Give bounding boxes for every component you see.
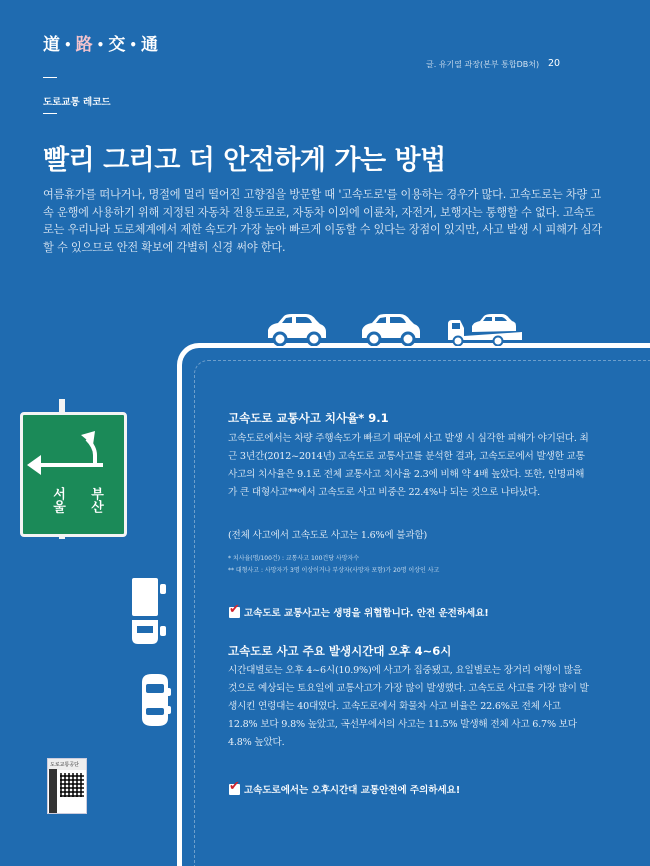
- truck-icon: [128, 576, 168, 646]
- sign-destination-right: 부산: [88, 487, 103, 513]
- car-icon: [262, 312, 328, 346]
- article-intro: 여름휴가를 떠나거나, 명절에 멀리 떨어진 고향집을 방문할 때 '고속도로'를 이용하는 경우가 많다. 고속도로는 차량 고속 운행에 사용하기 위해 지정된 자동차 전용도로로, 자동차 이외에 이륜차, 자전거, 보행자는 통행할 수 없다. 고속도로는 우리나라 도로체계에서 제한 속도가 가장 높아 빠르게 이동할 수 있다는 장점이 있지만, 사고 발생 시 피해가 심각할 수 있으므로 안전 확보에 각별히 신경 써야 한다.: [43, 188, 602, 254]
- block1-heading: 고속도로 교통사고 치사율* 9.1: [228, 411, 389, 425]
- block2-heading: 고속도로 사고 주요 발생시간대 오후 4~6시: [228, 644, 452, 658]
- footnote-2: ** 대형사고 : 사망자가 3명 이상이거나 부상자(사망자 포함)가 20명 이상인 사고: [228, 567, 440, 574]
- section-label: 도로교통 레코드: [43, 97, 111, 108]
- badge-sidebar: [49, 769, 57, 813]
- road-sign: [20, 412, 127, 537]
- block1-checkpoint: [229, 605, 489, 619]
- block1-body-note: (전체 사고에서 고속도로 사고는 1.6%에 불과함): [228, 530, 428, 541]
- block2-checkpoint-text: 고속도로에서는 오후시간대 교통안전에 주의하세요!: [244, 785, 461, 796]
- car-topview-icon: [138, 672, 172, 728]
- checkmark-icon: [229, 607, 240, 618]
- checkmark-icon: [229, 784, 240, 795]
- block2-checkpoint: [229, 782, 460, 796]
- sign-destination-left: 서울: [50, 487, 65, 513]
- car-icon: [356, 312, 422, 346]
- direction-arrow-icon: [23, 425, 124, 485]
- footnote-1: * 치사율(명/100건) : 교통사고 100건당 사망자수: [228, 555, 360, 562]
- publisher-badge: [47, 758, 87, 814]
- badge-label: 도로교통공단: [48, 759, 86, 770]
- magazine-logo: 道 • 路 • 交 • 通: [43, 35, 160, 55]
- page-number: 20: [548, 58, 561, 69]
- divider: [43, 77, 57, 78]
- author-credit: 글. 유기열 과장(본부 통합DB처): [426, 60, 540, 69]
- tow-truck-icon: [446, 306, 522, 346]
- block1-body: 고속도로에서는 차량 주행속도가 빠르기 때문에 사고 발생 시 심각한 피해가 야기된다. 최근 3년간(2012~2014년) 고속도로 교통사고를 분석한 결과, 고속도로에서 발생한 교통사고의 치사율은 9.1로 전체 교통사고 치사율 2.3에 비해 약 4배 높았다. 또한, 인명피해가 큰 대형사고**에서 고속도로 사고 비중은 22.4%나 되는 것으로 나타났다.: [228, 433, 589, 498]
- block1-checkpoint-text: 고속도로 교통사고는 생명을 위협합니다. 안전 운전하세요!: [244, 608, 489, 619]
- divider: [43, 113, 57, 114]
- article-title: 빨리 그리고 더 안전하게 가는 방법: [43, 145, 446, 176]
- block2-body: 시간대별로는 오후 4~6시(10.9%)에 사고가 집중됐고, 요일별로는 장거리 여행이 많을 것으로 예상되는 토요일에 교통사고가 가장 많이 발생했다. 고속도로 사고를 가장 많이 발생시킨 연령대는 40대였다. 고속도로에서 화물차 사고 비율은 22.6%로 전체 사고 12.8% 보다 9.8% 높았고, 곡선부에서의 사고는 11.5% 발생해 전체 사고 6.7% 보다 4.8% 높았다.: [228, 665, 589, 748]
- qr-code-icon: [60, 773, 84, 797]
